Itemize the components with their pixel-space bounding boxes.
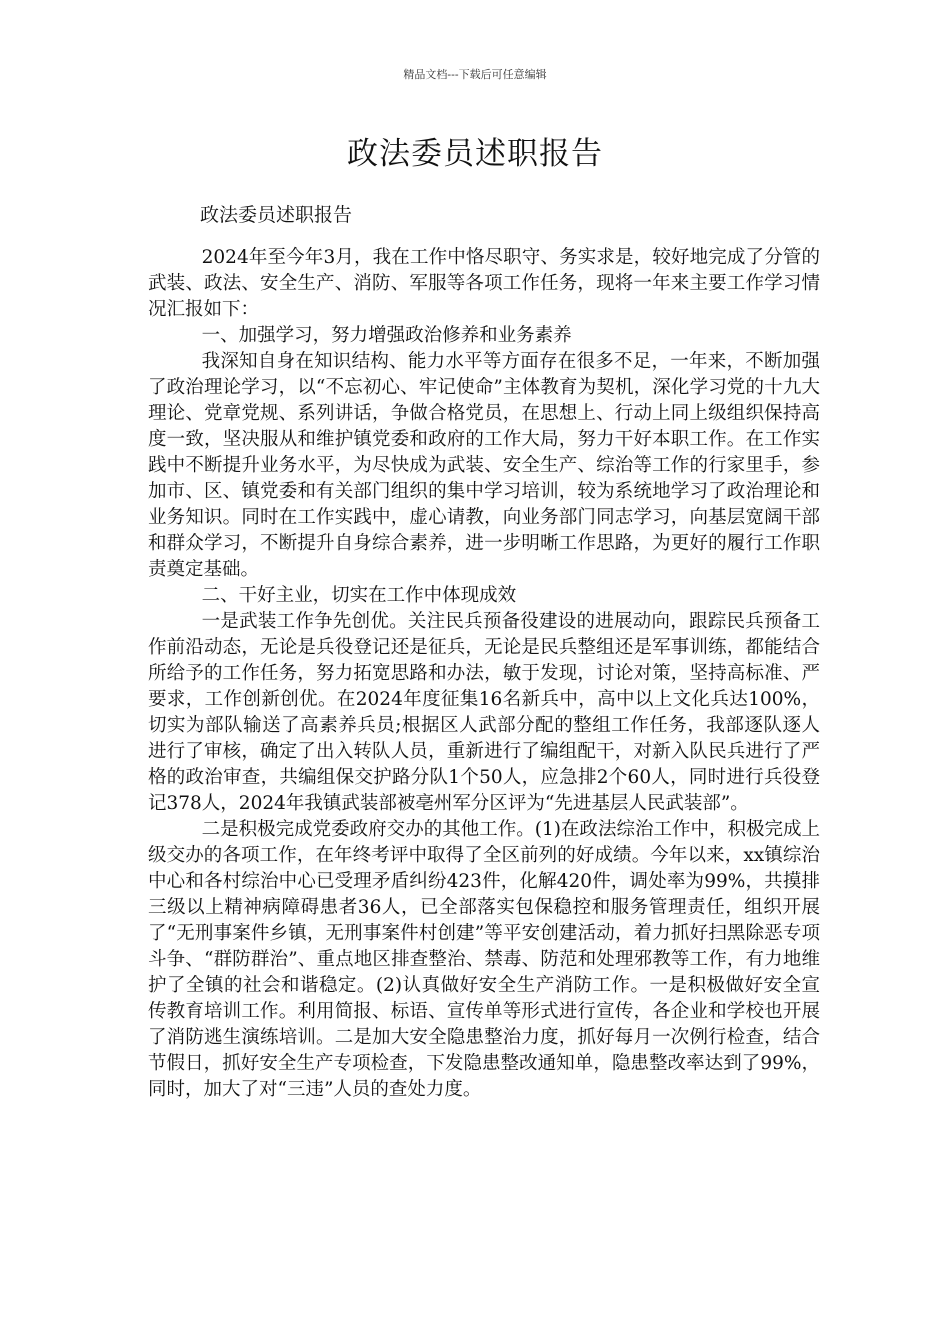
document-title: 政法委员述职报告 <box>347 136 603 172</box>
body-paragraph: 一是武装工作争先创优。关注民兵预备役建设的进展动向，跟踪民兵预备工作前沿动态，无论是兵役登记还是征兵，无论是民兵整组还是军事训练，都能结合所给予的工作任务，努力拓宽思路和办法，敏于发现，讨论对策，坚持高标准、严要求，工作创新创优。在2024年度征集16名新兵中，高中以上文化兵达100%，切实为部队输送了高素养兵员;根据区人武部分配的整组工作任务，我部逐队逐人进行了审核，确定了出入转队人员，重新进行了编组配干，对新入队民兵进行了严格的政治审查，共编组保交护路分队1个50人，应急排2个60人，同时进行兵役登记378人，2024年我镇武装部被亳州军分区评为“先进基层人民武装部”。 <box>148 611 820 814</box>
document-subtitle: 政法委员述职报告 <box>200 204 353 226</box>
body-paragraph: 我深知自身在知识结构、能力水平等方面存在很多不足，一年来，不断加强了政治理论学习，以“不忘初心、牢记使命”主体教育为契机，深化学习党的十九大理论、党章党规、系列讲话，争做合格党员，在思想上、行动上同上级组织保持高度一致，坚决服从和维护镇党委和政府的工作大局，努力干好本职工作。在工作实践中不断提升业务水平，为尽快成为武装、安全生产、综治等工作的行家里手，参加市、区、镇党委和有关部门组织的集中学习培训，较为系统地学习了政治理论和业务知识。同时在工作实践中，虚心请教，向业务部门同志学习，向基层宽阔干部和群众学习，不断提升自身综合素养，进一步明晰工作思路，为更好的履行工作职责奠定基础。 <box>148 351 820 580</box>
section-heading-1: 一、加强学习，努力增强政治修养和业务素养 <box>201 325 572 346</box>
document-body <box>148 245 820 1103</box>
intro-paragraph: 2024年至今年3月，我在工作中恪尽职守、务实求是，较好地完成了分管的武装、政法、安全生产、消防、军服等各项工作任务，现将一年来主要工作学习情况汇报如下： <box>148 247 820 320</box>
body-paragraph: 二是积极完成党委政府交办的其他工作。(1)在政法综治工作中，积极完成上级交办的各项工作，在年终考评中取得了全区前列的好成绩。今年以来，xx镇综治中心和各村综治中心已受理矛盾纠纷423件，化解420件，调处率为99%，共摸排三级以上精神病障碍患者36人，已全部落实包保稳控和服务管理责任，组织开展了“无刑事案件乡镇，无刑事案件村创建”等平安创建活动，着力抓好扫黑除恶专项斗争、“群防群治”、重点地区排查整治、禁毒、防范和处理邪教等工作，有力地维护了全镇的社会和谐稳定。(2)认真做好安全生产消防工作。一是积极做好安全宣传教育培训工作。利用简报、标语、宣传单等形式进行宣传，各企业和学校也开展了消防逃生演练培训。二是加大安全隐患整治力度，抓好每月一次例行检查，结合节假日，抓好安全生产专项检查，下发隐患整改通知单，隐患整改率达到了99%，同时，加大了对“三违”人员的查处力度。 <box>148 819 820 1100</box>
section-heading-2: 二、干好主业，切实在工作中体现成效 <box>201 585 517 606</box>
page-header: 精品文档---下载后可任意编辑 <box>403 68 547 81</box>
